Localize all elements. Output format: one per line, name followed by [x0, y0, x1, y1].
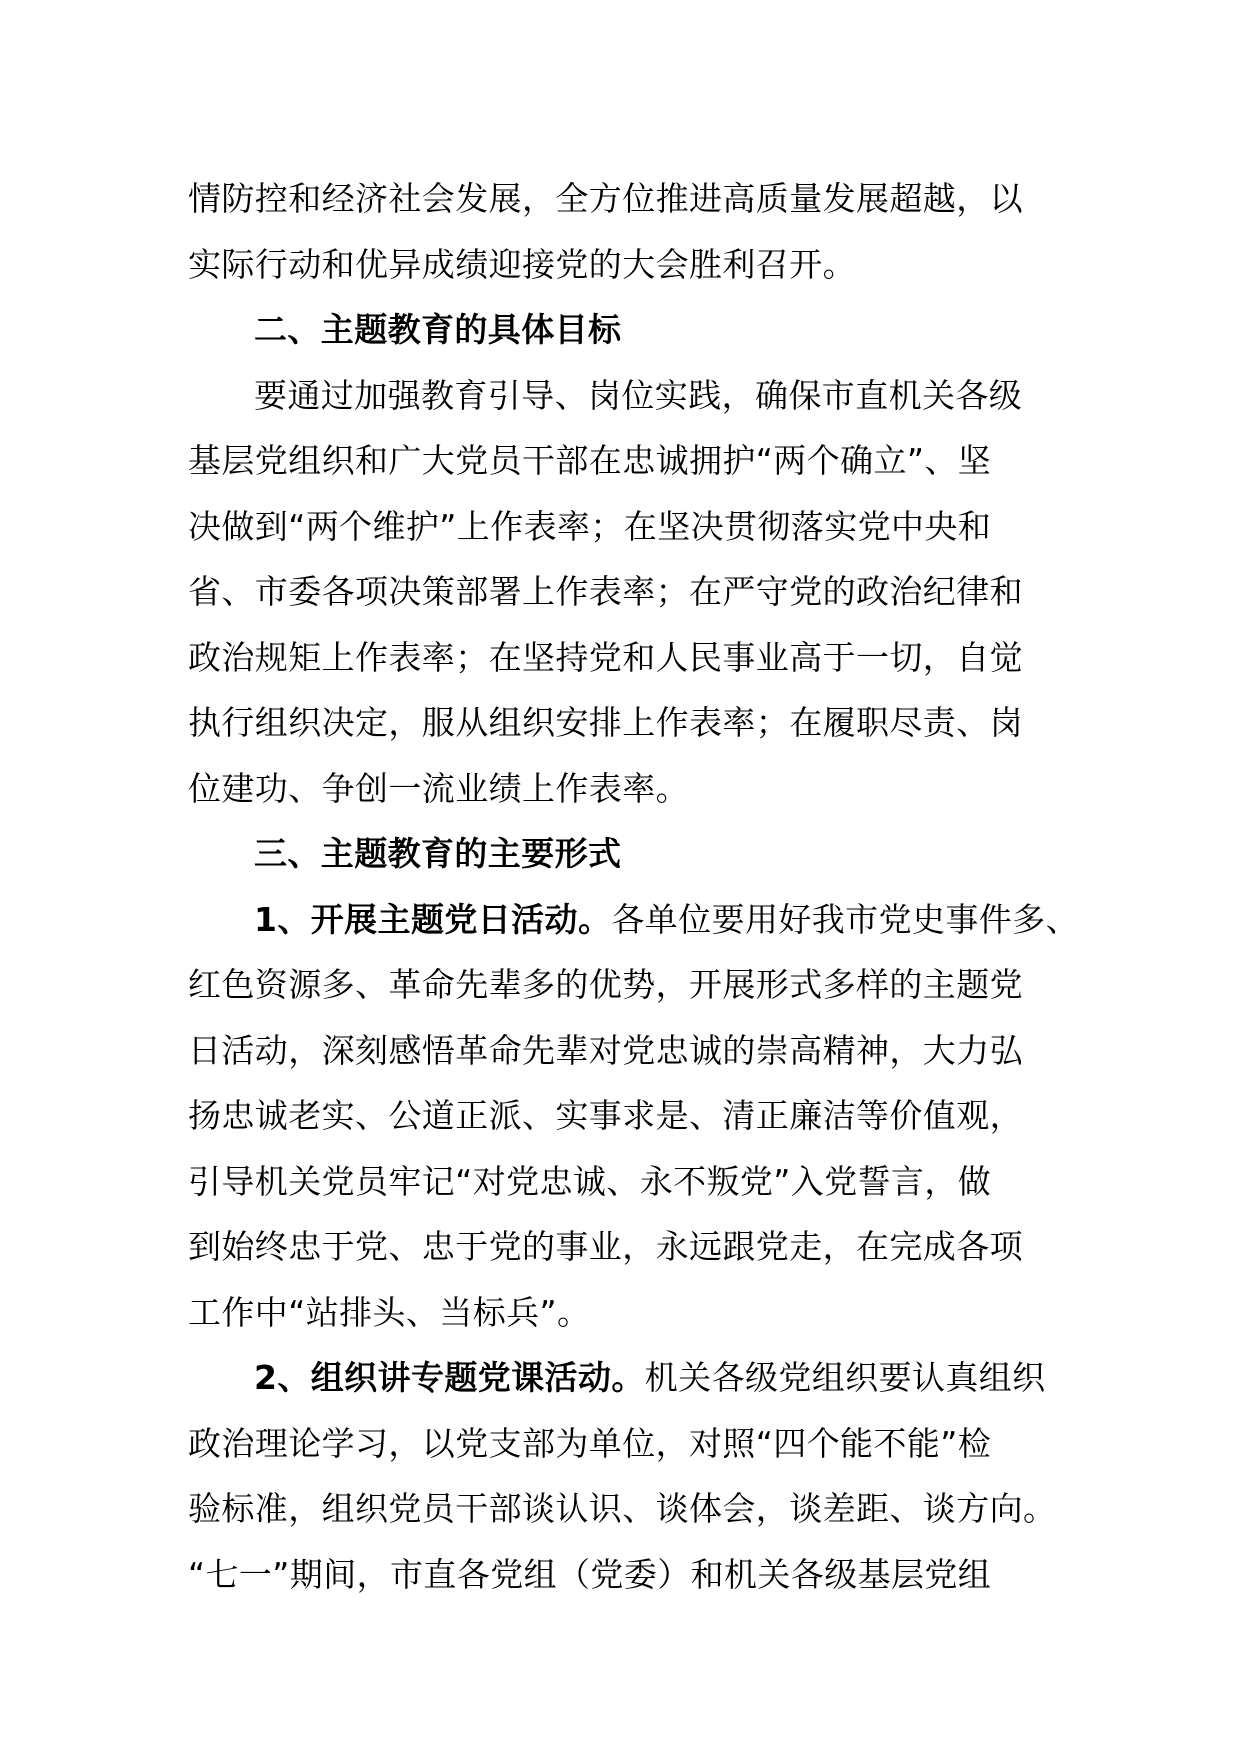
paragraph-line-18: 工作中“站排头、当标兵”。 — [188, 1292, 591, 1332]
item-lead-1: 1、开展主题党日活动。 — [254, 899, 612, 939]
item-lead-2: 2、组织讲专题党课活动。 — [254, 1358, 645, 1397]
paragraph-line-5: 基层党组织和广大党员干部在忠诚拥护“两个确立”、坚 — [188, 441, 992, 480]
paragraph-line-7: 省、市委各项决策部署上作表率；在严守党的政治纪律和 — [188, 572, 1023, 611]
paragraph-line-4: 要通过加强教育引导、岗位实践，确保市直机关各级 — [254, 375, 1023, 415]
section-heading-2: 二、主题教育的具体目标 — [254, 310, 622, 349]
paragraph-line-9: 执行组织决定，服从组织安排上作表率；在履职尽责、岗 — [188, 703, 1023, 742]
paragraph-line-10: 位建功、争创一流业绩上作表率。 — [188, 768, 689, 808]
paragraph-line-21: 验标准，组织党员干部谈认识、谈体会，谈差距、谈方向。 — [188, 1489, 1057, 1528]
paragraph-line-22: “七一”期间，市直各党组（党委）和机关各级基层党组 — [188, 1554, 992, 1594]
paragraph-line-12: 1、开展主题党日活动。各单位要用好我市党史事件多、 — [254, 899, 1079, 939]
paragraph-line-19: 2、组织讲专题党课活动。机关各级党组织要认真组织 — [254, 1358, 1046, 1397]
paragraph-line-14: 日活动，深刻感悟革命先辈对党忠诚的崇高精神，大力弘 — [188, 1030, 1023, 1070]
paragraph-line-20: 政治理论学习，以党支部为单位，对照“四个能不能”检 — [188, 1423, 992, 1463]
paragraph-line-8: 政治规矩上作表率；在坚持党和人民事业高于一切，自觉 — [188, 637, 1023, 677]
paragraph-line-16: 引导机关党员牢记“对党忠诚、永不叛党”入党誓言，做 — [188, 1161, 992, 1201]
paragraph-line-2: 实际行动和优异成绩迎接党的大会胜利召开。 — [188, 244, 856, 284]
paragraph-line-6: 决做到“两个维护”上作表率；在坚决贯彻落实党中央和 — [188, 506, 992, 546]
paragraph-line-13: 红色资源多、革命先辈多的优势，开展形式多样的主题党 — [188, 965, 1023, 1004]
paragraph-line-1: 情防控和经济社会发展，全方位推进高质量发展超越，以 — [188, 179, 1023, 218]
section-heading-3: 三、主题教育的主要形式 — [254, 834, 622, 873]
paragraph-line-15: 扬忠诚老实、公道正派、实事求是、清正廉洁等价值观， — [188, 1096, 1023, 1135]
paragraph-line-17: 到始终忠于党、忠于党的事业，永远跟党走，在完成各项 — [188, 1227, 1023, 1266]
document-body — [188, 166, 1088, 1607]
